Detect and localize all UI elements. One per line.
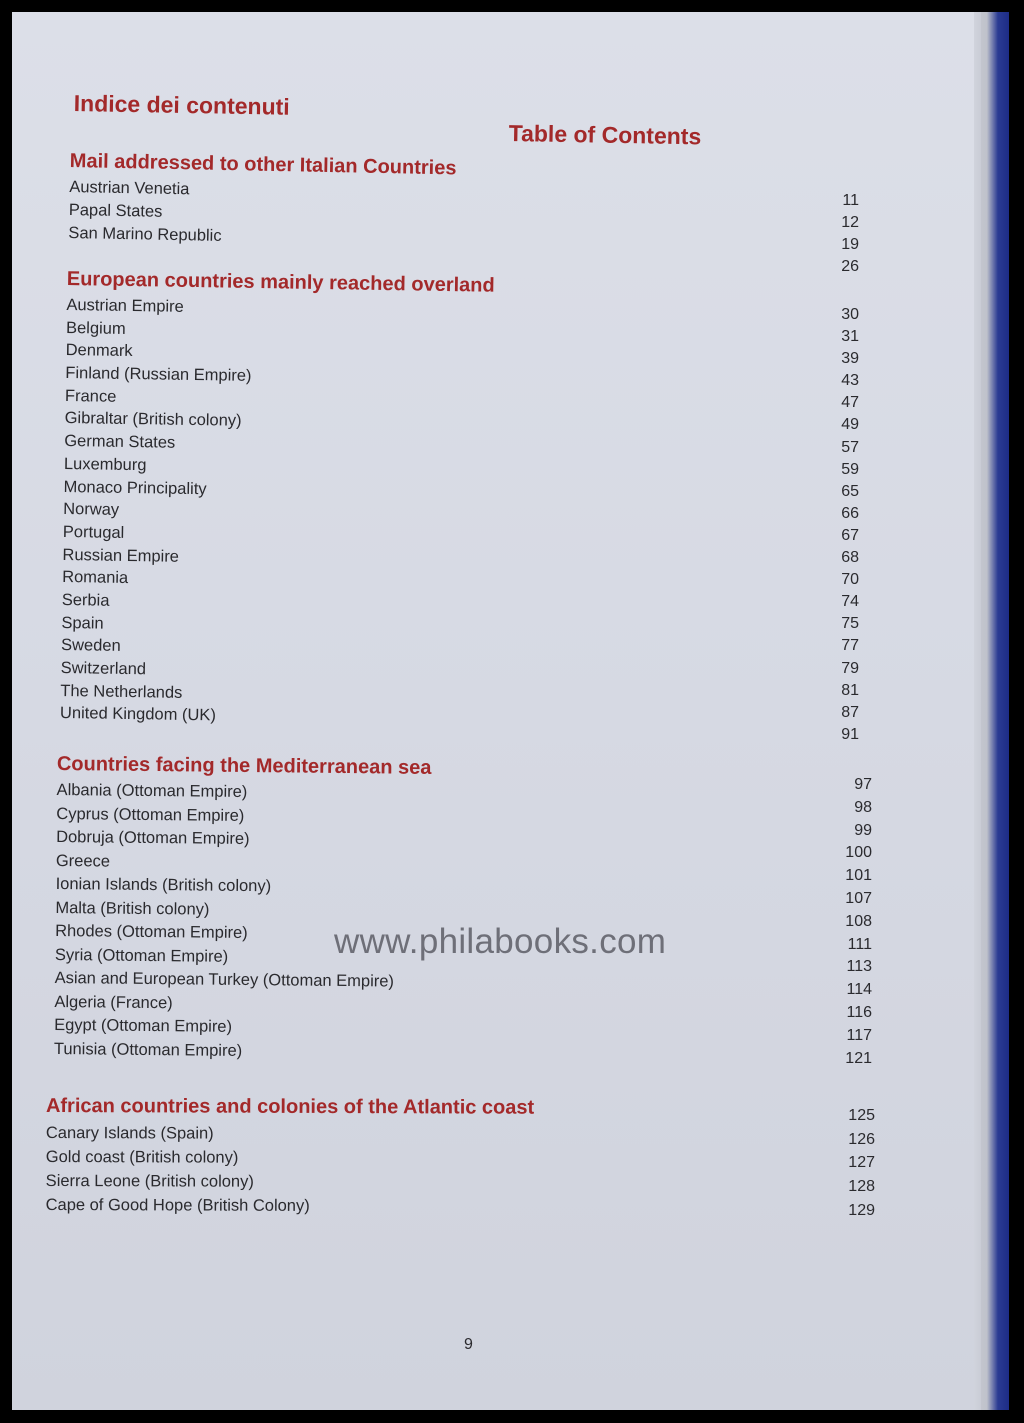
- page-number: 31: [841, 328, 859, 346]
- page-number: 66: [841, 504, 859, 522]
- page-number: 75: [841, 615, 859, 633]
- toc-entry: Gibraltar (British colony): [64, 409, 242, 431]
- page-numbers-section-3: [812, 774, 872, 1070]
- toc-entry: San Marino Republic: [68, 223, 222, 245]
- toc-entry: Papal States: [68, 200, 163, 221]
- page-number: 70: [841, 571, 859, 589]
- page-number: 108: [845, 912, 872, 930]
- page-content: [12, 12, 974, 1410]
- section-title: Mail addressed to other Italian Countries: [69, 150, 457, 180]
- toc-entry: Canary Islands (Spain): [45, 1123, 214, 1143]
- toc-entry: Serbia: [61, 590, 110, 610]
- page-number: 81: [841, 681, 859, 699]
- page-number: 127: [848, 1154, 875, 1172]
- page-number: 87: [841, 703, 859, 721]
- toc-entry: Asian and European Turkey (Ottoman Empire): [54, 968, 395, 991]
- page-number: 43: [841, 372, 859, 390]
- toc-entry: Rhodes (Ottoman Empire): [55, 921, 248, 943]
- page-numbers-section-2: [799, 304, 859, 746]
- toc-entry: Russian Empire: [62, 545, 180, 566]
- page-number: 65: [841, 482, 859, 500]
- page-number: 11: [842, 192, 859, 209]
- page-number: 128: [848, 1178, 875, 1196]
- page-number: 26: [841, 258, 859, 275]
- page-numbers-section-4: [815, 1104, 875, 1222]
- page-number: 91: [841, 725, 859, 743]
- toc-entry: Gold coast (British colony): [45, 1147, 239, 1167]
- section-title: African countries and colonies of the Atlantic coast: [45, 1095, 535, 1119]
- toc-entry: German States: [64, 432, 176, 452]
- toc-entry: Austrian Venetia: [69, 177, 190, 199]
- toc-entry: Algeria (France): [54, 992, 173, 1012]
- page-numbers-section-1: [799, 190, 859, 278]
- page-number: 67: [841, 526, 859, 544]
- page-footer-number: 9: [464, 1336, 473, 1353]
- page-number: 97: [854, 776, 872, 793]
- page-number: 12: [841, 214, 859, 231]
- page-number: 79: [841, 659, 859, 677]
- page-number: 39: [841, 350, 859, 368]
- toc-entry: Luxemburg: [63, 454, 147, 475]
- page-number: 129: [848, 1201, 875, 1219]
- page-number: 49: [841, 416, 859, 434]
- heading-english: Table of Contents: [508, 120, 702, 150]
- toc-entry: Cape of Good Hope (British Colony): [45, 1195, 310, 1215]
- page-number: 113: [846, 958, 872, 976]
- toc-entry: The Netherlands: [60, 681, 183, 702]
- page-number: 98: [854, 798, 872, 816]
- toc-entry: Syria (Ottoman Empire): [54, 945, 229, 966]
- book-photo: [12, 12, 1009, 1410]
- heading-italian: Indice dei contenuti: [73, 90, 290, 120]
- toc-entry: Sweden: [60, 636, 121, 656]
- toc-entry: Ionian Islands (British colony): [55, 874, 272, 896]
- toc-entry: Albania (Ottoman Empire): [56, 780, 248, 801]
- page-number: 74: [841, 593, 859, 611]
- toc-entry: Norway: [63, 500, 120, 520]
- watermark: www.philabooks.com: [334, 922, 667, 961]
- toc-entry: Sierra Leone (British colony): [45, 1171, 254, 1191]
- section-title: Countries facing the Mediterranean sea: [56, 753, 432, 779]
- toc-entry: Belgium: [65, 318, 126, 338]
- toc-entry: Monaco Principality: [63, 477, 207, 498]
- toc-entry: Austrian Empire: [66, 295, 184, 316]
- toc-section-italian-countries: [68, 150, 457, 252]
- toc-entry: Dobruja (Ottoman Empire): [56, 827, 250, 849]
- page-number: 107: [845, 889, 872, 907]
- page-number: 47: [841, 394, 859, 412]
- toc-entry: Egypt (Ottoman Empire): [54, 1015, 233, 1036]
- page-number: 111: [847, 935, 872, 953]
- toc-entry: Cyprus (Ottoman Empire): [56, 804, 245, 825]
- page-number: 125: [848, 1107, 875, 1124]
- toc-entry: Greece: [55, 851, 111, 871]
- page-number: 126: [848, 1130, 875, 1148]
- toc-entry: United Kingdom (UK): [59, 704, 217, 725]
- page-number: 77: [841, 637, 859, 655]
- toc-entry: Tunisia (Ottoman Empire): [53, 1039, 243, 1060]
- toc-section-european-countries: [60, 268, 495, 732]
- toc-entry: Denmark: [65, 341, 133, 361]
- toc-section-mediterranean: [54, 753, 432, 1065]
- page-number: 100: [845, 844, 872, 862]
- page-number: 101: [845, 867, 872, 885]
- page-number: 19: [841, 236, 859, 253]
- page-number: 68: [841, 549, 859, 567]
- page-number: 59: [841, 460, 859, 478]
- page-number: 117: [846, 1026, 872, 1044]
- toc-entry: Portugal: [62, 522, 125, 542]
- toc-entry: France: [64, 386, 117, 406]
- page-number: 57: [841, 438, 859, 456]
- page-number: 114: [846, 981, 872, 999]
- toc-entry: Finland (Russian Empire): [65, 364, 252, 385]
- toc-entry: Romania: [62, 568, 129, 588]
- section-title: European countries mainly reached overland: [66, 268, 495, 297]
- page-number: 30: [841, 306, 859, 323]
- page-number: 121: [845, 1049, 872, 1067]
- page-number: 99: [854, 821, 872, 839]
- toc-entry: Switzerland: [60, 658, 147, 679]
- toc-entry: Spain: [61, 613, 104, 633]
- toc-section-african-atlantic: [46, 1095, 535, 1219]
- page-number: 116: [846, 1003, 872, 1021]
- toc-entry: Malta (British colony): [55, 898, 210, 919]
